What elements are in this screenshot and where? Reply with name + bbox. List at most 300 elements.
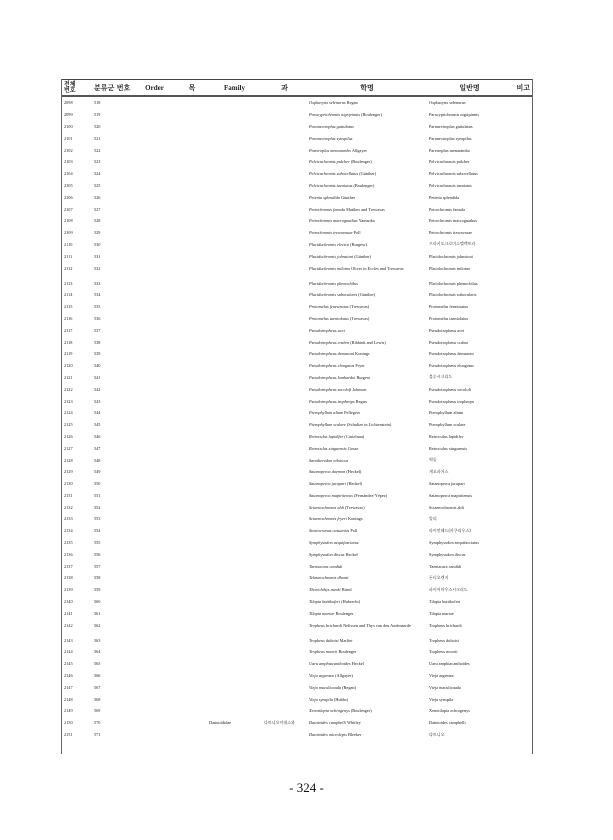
cell-order-ko <box>177 348 207 360</box>
cell-common-name: Petenia splendida <box>429 194 460 200</box>
cell-scientific-name <box>307 239 427 251</box>
cell-family-ko <box>262 693 307 705</box>
scientific-name: Protomelas taeniolatus <box>309 315 349 321</box>
cell-common-name: Uaru amphiacanthoides <box>429 661 470 667</box>
table-row <box>62 180 532 192</box>
cell-common-name: Protomelas fenestratus <box>429 304 469 310</box>
cell-group-no: 523 <box>94 159 101 165</box>
cell-family <box>207 250 262 262</box>
cell-total-no: 2143 <box>64 637 73 643</box>
cell-group-no: 556 <box>94 551 101 557</box>
cell-family <box>207 324 262 336</box>
cell-order <box>132 313 177 325</box>
cell-common-name: Paretroplus menarambo <box>429 147 470 153</box>
cell-remarks <box>512 313 532 325</box>
scientific-name: Symphysodon aequifasciatus <box>309 540 359 546</box>
cell-remarks <box>512 301 532 313</box>
cell-order-ko <box>177 250 207 262</box>
author-name: Poll <box>350 528 358 534</box>
cell-remarks <box>512 324 532 336</box>
cell-family-ko <box>262 156 307 168</box>
author-name: (Heckel) <box>347 481 363 487</box>
cell-group-no: 518 <box>94 100 101 106</box>
cell-order <box>132 121 177 133</box>
cell-common-name: Pelvicachromis pulcher <box>429 159 470 165</box>
cell-group-no: 567 <box>94 684 101 690</box>
cell-total-no: 2114 <box>64 292 73 298</box>
scientific-name: Placidochromis milomo <box>309 266 351 272</box>
cell-family <box>207 109 262 121</box>
cell-family <box>207 301 262 313</box>
cell-total-no: 2138 <box>64 575 73 581</box>
cell-scientific-name <box>307 289 427 301</box>
cell-order-ko <box>177 478 207 490</box>
scientific-name: Pseudotropheus demasoni <box>309 351 355 357</box>
cell-family-ko <box>262 348 307 360</box>
cell-order-ko <box>177 705 207 717</box>
cell-total-no: 2148 <box>64 696 73 702</box>
cell-total-no: 2099 <box>64 112 73 118</box>
cell-order <box>132 156 177 168</box>
table-row <box>62 572 532 584</box>
cell-family <box>207 96 262 109</box>
cell-order <box>132 395 177 407</box>
page-number: - 324 - <box>289 780 324 795</box>
cell-group-no: 546 <box>94 433 101 439</box>
scientific-name: Satanoperca mapiritensis <box>309 492 353 498</box>
cell-common-name: Protomelas taeniolatus <box>429 315 469 321</box>
table-header-row <box>62 80 532 97</box>
cell-total-no: 2106 <box>64 194 73 200</box>
cell-family-ko <box>262 250 307 262</box>
cell-remarks <box>512 619 532 634</box>
cell-family-ko <box>262 513 307 525</box>
scientific-name: Thorichthys meeki <box>309 587 341 593</box>
cell-group-no: 568 <box>94 696 101 702</box>
cell-total-no: 2126 <box>64 433 73 439</box>
cell-family-ko <box>262 277 307 289</box>
cell-remarks <box>512 454 532 466</box>
cell-order-ko <box>177 419 207 431</box>
author-name: Pellegrin <box>344 410 360 416</box>
scientific-name: Tropheus brichardi <box>309 623 342 629</box>
cell-family <box>207 132 262 144</box>
table-row <box>62 301 532 313</box>
table-right-border <box>532 79 533 754</box>
cell-group-no: 548 <box>94 457 101 463</box>
author-name: Whitley <box>346 720 361 726</box>
author-name: Regan <box>346 100 358 106</box>
author-name: (Günther) <box>358 292 376 298</box>
cell-group-no: 545 <box>94 422 101 428</box>
cell-common-name: Satanoperca mapiritensis <box>429 492 473 498</box>
cell-family-ko <box>262 180 307 192</box>
author-name: (Hubrecht) <box>341 599 361 605</box>
author-name: (Boulenger) <box>361 112 382 118</box>
cell-remarks <box>512 525 532 537</box>
cell-order <box>132 584 177 596</box>
author-name: (Trewavas) <box>345 504 365 510</box>
cell-remarks <box>512 419 532 431</box>
cell-total-no: 2137 <box>64 563 73 569</box>
cell-group-no: 559 <box>94 587 101 593</box>
cell-scientific-name <box>307 121 427 133</box>
cell-order-ko <box>177 548 207 560</box>
cell-group-no: 521 <box>94 135 101 141</box>
cell-family: Datnioididae <box>209 720 232 726</box>
author-name: Konings <box>355 351 370 357</box>
cell-family-ko <box>262 607 307 619</box>
cell-family <box>207 705 262 717</box>
cell-remarks <box>512 717 532 729</box>
scientific-name: Sciaenochromis ahli <box>309 504 345 510</box>
cell-group-no: 553 <box>94 516 101 522</box>
cell-remarks <box>512 372 532 384</box>
cell-total-no: 2131 <box>64 492 73 498</box>
table-row <box>62 705 532 717</box>
cell-group-no: 547 <box>94 445 101 451</box>
cell-group-no: 554 <box>94 528 101 534</box>
table-row <box>62 324 532 336</box>
cell-common-name: Pelvicachromis subocellatus <box>429 171 478 177</box>
table-row <box>62 670 532 682</box>
cell-total-no: 2119 <box>64 351 73 357</box>
cell-total-no: 2142 <box>64 623 73 629</box>
cell-group-no: 527 <box>94 206 101 212</box>
cell-family <box>207 227 262 239</box>
scientific-name: Pseudotropheus crabro <box>309 339 350 345</box>
cell-common-name: Pseudotropheus crabro <box>429 339 469 345</box>
cell-total-no: 2117 <box>64 327 73 333</box>
cell-family <box>207 313 262 325</box>
cell-scientific-name <box>307 383 427 395</box>
cell-order-ko <box>177 324 207 336</box>
cell-family-ko <box>262 705 307 717</box>
cell-order <box>132 168 177 180</box>
cell-order <box>132 227 177 239</box>
cell-remarks <box>512 383 532 395</box>
cell-order-ko <box>177 395 207 407</box>
cell-order-ko <box>177 729 207 741</box>
cell-scientific-name <box>307 646 427 658</box>
table-row <box>62 191 532 203</box>
cell-order <box>132 262 177 277</box>
cell-total-no: 2132 <box>64 504 73 510</box>
table-row <box>62 729 532 741</box>
cell-order-ko <box>177 572 207 584</box>
cell-family <box>207 407 262 419</box>
table-row <box>62 96 532 109</box>
cell-remarks <box>512 109 532 121</box>
cell-scientific-name <box>307 681 427 693</box>
cell-common-name: Paracyprichromis nigripinnis <box>429 112 480 118</box>
cell-remarks <box>512 693 532 705</box>
cell-scientific-name <box>307 525 427 537</box>
table-row <box>62 634 532 646</box>
cell-remarks <box>512 729 532 741</box>
cell-common-name: Petrochromis macrognathus <box>429 218 478 224</box>
cell-family <box>207 454 262 466</box>
cell-order <box>132 729 177 741</box>
cell-family <box>207 729 262 741</box>
cell-order-ko <box>177 670 207 682</box>
cell-remarks <box>512 681 532 693</box>
cell-total-no: 2125 <box>64 422 73 428</box>
scientific-name: Pelvicachromis taeniatus <box>309 182 353 188</box>
table-row <box>62 407 532 419</box>
cell-order-ko <box>177 121 207 133</box>
scientific-name: Petenia splendida <box>309 194 340 200</box>
cell-total-no: 2124 <box>64 410 73 416</box>
cell-remarks <box>512 227 532 239</box>
cell-family <box>207 203 262 215</box>
cell-order <box>132 634 177 646</box>
cell-family-ko <box>262 324 307 336</box>
cell-remarks <box>512 203 532 215</box>
cell-order <box>132 239 177 251</box>
header-scientific-name: 학명 <box>307 80 427 97</box>
author-name: (Boulenger) <box>353 182 375 188</box>
cell-remarks <box>512 277 532 289</box>
cell-family-ko <box>262 646 307 658</box>
cell-family-ko <box>262 383 307 395</box>
cell-order <box>132 360 177 372</box>
cell-family <box>207 596 262 608</box>
scientific-name: Tilapia mariae <box>309 610 335 616</box>
author-name: Heckel <box>345 551 358 557</box>
cell-total-no: 2112 <box>64 266 73 272</box>
cell-total-no: 2139 <box>64 587 73 593</box>
cell-remarks <box>512 670 532 682</box>
cell-common-name: 역돔 <box>429 457 437 462</box>
cell-scientific-name <box>307 466 427 478</box>
cell-order-ko <box>177 646 207 658</box>
scientific-name: Retroculus lapidifer <box>309 433 344 439</box>
author-name: (Trewavas) <box>349 304 370 310</box>
cell-scientific-name <box>307 419 427 431</box>
table-row <box>62 431 532 443</box>
cell-scientific-name <box>307 729 427 741</box>
header-order-ko: 목 <box>177 80 207 97</box>
cell-order <box>132 250 177 262</box>
cell-scientific-name <box>307 537 427 549</box>
cell-order <box>132 619 177 634</box>
cell-remarks <box>512 132 532 144</box>
cell-order <box>132 442 177 454</box>
cell-order <box>132 705 177 717</box>
cell-family-ko <box>262 658 307 670</box>
cell-order-ko <box>177 658 207 670</box>
table-row <box>62 454 532 466</box>
cell-common-name: Placidochromis johnstoni <box>429 253 473 259</box>
author-name: Yamaoka <box>358 218 375 224</box>
cell-order-ko <box>177 109 207 121</box>
cell-remarks <box>512 360 532 372</box>
scientific-name: Telmatochromis dhonti <box>309 575 349 581</box>
cell-order <box>132 301 177 313</box>
cell-order <box>132 336 177 348</box>
cell-order <box>132 466 177 478</box>
scientific-name: Sciaenochromis fryeri <box>309 516 347 522</box>
cell-family <box>207 336 262 348</box>
cell-group-no: 531 <box>94 253 101 259</box>
cell-common-name: Placidochromis phenochilus <box>429 280 478 286</box>
table-row <box>62 658 532 670</box>
cell-scientific-name <box>307 372 427 384</box>
cell-scientific-name <box>307 607 427 619</box>
cell-order-ko <box>177 407 207 419</box>
cell-family-ko <box>262 681 307 693</box>
cell-scientific-name <box>307 395 427 407</box>
cell-family <box>207 239 262 251</box>
cell-common-name: Pseudotropheus elongatus <box>429 363 474 369</box>
author-name: Heckel <box>351 661 364 667</box>
author-name: Poll <box>353 230 361 236</box>
cell-order-ko <box>177 96 207 109</box>
cell-group-no: 535 <box>94 304 101 310</box>
cell-order <box>132 96 177 109</box>
table-row <box>62 132 532 144</box>
scientific-name: Pseudotropheus lombardoi <box>309 374 356 380</box>
scientific-name: Pseudotropheus acei <box>309 327 345 333</box>
cell-total-no: 2133 <box>64 516 73 522</box>
cell-family-ko <box>262 466 307 478</box>
cell-family-ko <box>262 336 307 348</box>
cell-family <box>207 646 262 658</box>
scientific-name: Paranectroplus guttulatus <box>309 123 354 129</box>
cell-group-no: 569 <box>94 708 101 714</box>
header-total-no <box>62 80 92 97</box>
table-row <box>62 121 532 133</box>
author-name: Burgess <box>356 374 371 380</box>
table-row <box>62 227 532 239</box>
cell-family-ko <box>262 537 307 549</box>
author-name: (Trewavas) <box>349 315 370 321</box>
cell-order <box>132 109 177 121</box>
cell-order-ko <box>177 619 207 634</box>
cell-order-ko <box>177 383 207 395</box>
table-row <box>62 144 532 156</box>
cell-scientific-name <box>307 717 427 729</box>
cell-family <box>207 619 262 634</box>
cell-family-ko <box>262 109 307 121</box>
scientific-name: Tropheus moorii <box>309 649 338 655</box>
cell-family-ko <box>262 313 307 325</box>
cell-group-no: 551 <box>94 492 101 498</box>
cell-family-ko <box>262 203 307 215</box>
cell-remarks <box>512 478 532 490</box>
cell-remarks <box>512 121 532 133</box>
cell-total-no: 2115 <box>64 304 73 310</box>
cell-total-no: 2149 <box>64 708 73 714</box>
cell-order-ko <box>177 203 207 215</box>
author-name: Gosse <box>347 445 359 451</box>
cell-group-no: 524 <box>94 171 101 177</box>
cell-scientific-name <box>307 132 427 144</box>
cell-total-no: 2129 <box>64 469 73 475</box>
cell-common-name: 파이어마우스시크리드 <box>429 586 468 592</box>
cell-family-ko <box>262 560 307 572</box>
cell-scientific-name <box>307 478 427 490</box>
cell-family-ko <box>262 596 307 608</box>
cell-scientific-name <box>307 250 427 262</box>
cell-order-ko <box>177 584 207 596</box>
author-name: (Günther) <box>359 171 377 177</box>
cell-order <box>132 490 177 502</box>
cell-remarks <box>512 250 532 262</box>
cell-scientific-name <box>307 203 427 215</box>
author-name: (Boulenger) <box>350 159 372 165</box>
scientific-name: Symphysodon discus <box>309 551 345 557</box>
cell-order-ko <box>177 215 207 227</box>
author-name: Boulenger <box>335 610 354 616</box>
cell-scientific-name <box>307 442 427 454</box>
cell-common-name: 다트니오 <box>429 731 445 737</box>
table-row <box>62 501 532 513</box>
scientific-name: Satanoperca daemon <box>309 469 346 475</box>
cell-total-no: 2141 <box>64 610 73 616</box>
cell-family <box>207 372 262 384</box>
cell-family-ko <box>262 168 307 180</box>
cell-group-no: 555 <box>94 540 101 546</box>
cell-family-ko <box>262 395 307 407</box>
cell-order <box>132 144 177 156</box>
cell-scientific-name <box>307 348 427 360</box>
cell-family <box>207 419 262 431</box>
cell-scientific-name <box>307 191 427 203</box>
cell-family-ko <box>262 634 307 646</box>
cell-remarks <box>512 658 532 670</box>
cell-family-ko <box>262 619 307 634</box>
cell-order-ko <box>177 490 207 502</box>
cell-common-name: Satanoperca jurupari <box>429 481 465 487</box>
table-row <box>62 607 532 619</box>
scientific-name: Xenotilapia ochrogenys <box>309 708 350 714</box>
cell-order <box>132 717 177 729</box>
cell-common-name: Vieja maculicauda <box>429 684 461 690</box>
cell-family-ko <box>262 454 307 466</box>
cell-scientific-name <box>307 490 427 502</box>
scientific-name: Paracyprichromis nigripinnis <box>309 112 361 118</box>
cell-order-ko <box>177 513 207 525</box>
cell-common-name: Petrochromis trewavasae <box>429 230 473 236</box>
cell-common-name: 게오파거스 <box>429 468 449 474</box>
cell-order <box>132 419 177 431</box>
cell-group-no: 526 <box>94 194 101 200</box>
cell-remarks <box>512 560 532 572</box>
scientific-name: Placidochromis subocularis <box>309 292 358 298</box>
scientific-name: Tropheus duboisi <box>309 637 339 643</box>
cell-common-name: Pterophyllum scalare <box>429 422 466 428</box>
table-row <box>62 717 532 729</box>
table-row <box>62 548 532 560</box>
scientific-name: Datnioides microlepis <box>309 732 347 738</box>
cell-order-ko <box>177 560 207 572</box>
cell-remarks <box>512 180 532 192</box>
scientific-name: Taeniacara candidi <box>309 563 343 569</box>
cell-total-no: 2098 <box>64 100 73 106</box>
cell-family-ko <box>262 478 307 490</box>
cell-family <box>207 607 262 619</box>
cell-common-name: 라이언헤드(카쿠리우스) <box>429 527 471 533</box>
cell-order <box>132 596 177 608</box>
cell-order <box>132 407 177 419</box>
cell-order <box>132 681 177 693</box>
scientific-name: Petrochromis trewavasae <box>309 230 353 236</box>
cell-order-ko <box>177 596 207 608</box>
cell-scientific-name <box>307 658 427 670</box>
cell-remarks <box>512 596 532 608</box>
